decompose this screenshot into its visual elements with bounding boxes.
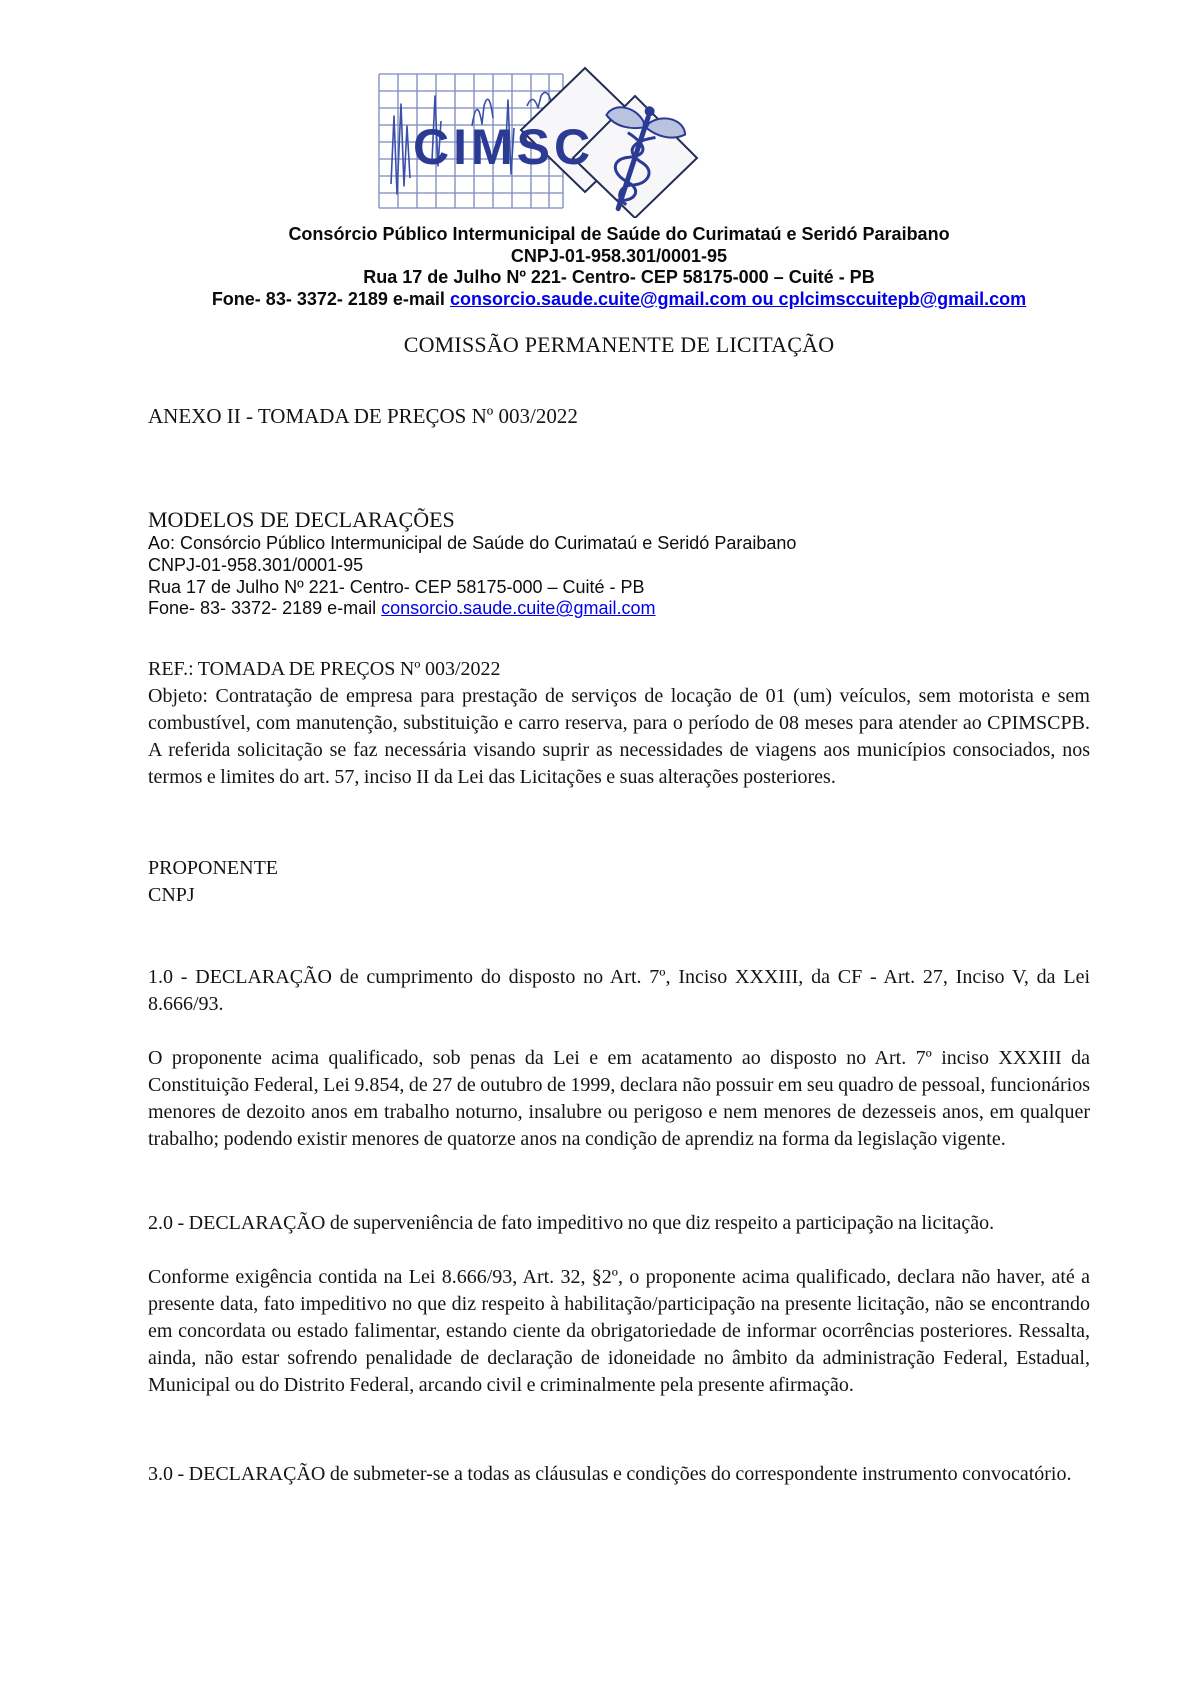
org-name-line: Consórcio Público Intermunicipal de Saúde do Curimataú e Seridó Paraibano [288, 224, 950, 244]
address-line: Rua 17 de Julho Nº 221- Centro- CEP 58175-000 – Cuité - PB [363, 267, 875, 287]
proponent-cnpj-label: CNPJ [148, 884, 195, 907]
letterhead [148, 224, 1090, 310]
cimsc-logo [377, 66, 699, 218]
recipient-phone-label: Fone- 83- 3372- 2189 e-mail [148, 598, 382, 619]
recipient-phone-line [148, 598, 1090, 620]
cnpj-line: CNPJ-01-958.301/0001-95 [510, 245, 728, 266]
recipient-address-line: Rua 17 de Julho Nº 221- Centro- CEP 58175-000 – Cuité - PB [148, 576, 645, 597]
recipient-cnpj-line: CNPJ-01-958.301/0001-95 [148, 554, 364, 575]
declaration-body: O proponente acima qualificado, sob penas da Lei e em acatamento ao disposto no Art. 7º inciso XXXIII da Constituição Federal, Lei 9.854, de 27 de outubro de 1999, declara não possuir em seu quadro de pessoal, funcionários menores de dezoito anos em trabalho noturno, insalubre ou perigoso e nem menores de dezesseis anos, em qualquer trabalho; podendo existir menores de quatorze anos na condição de aprendiz na forma da legislação vigente. [148, 1047, 1090, 1151]
proponente-label: PROPONENTE [148, 857, 279, 880]
phone-label: Fone- 83- 3372- 2189 e-mail [211, 288, 450, 309]
email-links[interactable]: consorcio.saude.cuite@gmail.com ou cplcimsccuitepb@gmail.com [449, 288, 1027, 309]
declaration-title: 3.0 - DECLARAÇÃO de submeter-se a todas as cláusulas e condições do correspondente instrumento convocatório. [148, 1463, 1072, 1486]
declaration-section-3 [148, 1461, 1090, 1488]
logo-row [0, 0, 1200, 218]
ref-line: REF.: TOMADA DE PREÇOS Nº 003/2022 [148, 658, 501, 681]
declaration-section-2 [148, 1210, 1090, 1399]
phone-email-line [148, 289, 1090, 311]
declaration-body: Conforme exigência contida na Lei 8.666/93, Art. 32, §2º, o proponente acima qualificado, declara não haver, até a presente data, fato impeditivo no que diz respeito à habilitação/participação na presente licitação, não se encontrando em concordata ou estado falimentar, estando ciente da obrigatoriedade de informar ocorrências posteriores. Ressalta, ainda, não estar sofrendo penalidade de declaração de idoneidade no âmbito da administração Federal, Estadual, Municipal ou do Distrito Federal, arcando civil e criminalmente pela presente afirmação. [148, 1266, 1090, 1397]
recipient-to-line: Ao: Consórcio Público Intermunicipal de Saúde do Curimataú e Seridó Paraibano [148, 533, 797, 553]
committee-title: COMISSÃO PERMANENTE DE LICITAÇÃO [403, 332, 835, 357]
declaration-title: 1.0 - DECLARAÇÃO de cumprimento do disposto no Art. 7º, Inciso XXXIII, da CF - Art. 27, Inciso V, da Lei 8.666/93. [148, 966, 1090, 1016]
modelos-heading: MODELOS DE DECLARAÇÕES [148, 507, 455, 532]
objeto-paragraph: Objeto: Contratação de empresa para prestação de serviços de locação de 01 (um) veículos, sem motorista e sem combustível, com manutenção, substituição e carro reserva, para o período de 08 meses para atender ao CPIMSCPB. A referida solicitação se faz necessária visando suprir as necessidades de viagens aos municípios consociados, nos termos e limites do art. 57, inciso II da Lei das Licitações e suas alterações posteriores. [148, 685, 1090, 789]
logo-text: CIMSC [413, 119, 595, 175]
annex-title: ANEXO II - TOMADA DE PREÇOS Nº 003/2022 [148, 404, 578, 428]
proponent-block [148, 855, 1090, 909]
recipient-email-link[interactable]: consorcio.saude.cuite@gmail.com [381, 598, 656, 619]
recipient-block [148, 533, 1090, 620]
declaration-title: 2.0 - DECLARAÇÃO de superveniência de fato impeditivo no que diz respeito a participação na licitação. [148, 1212, 995, 1235]
reference-block [148, 656, 1090, 791]
declaration-section-1 [148, 964, 1090, 1153]
